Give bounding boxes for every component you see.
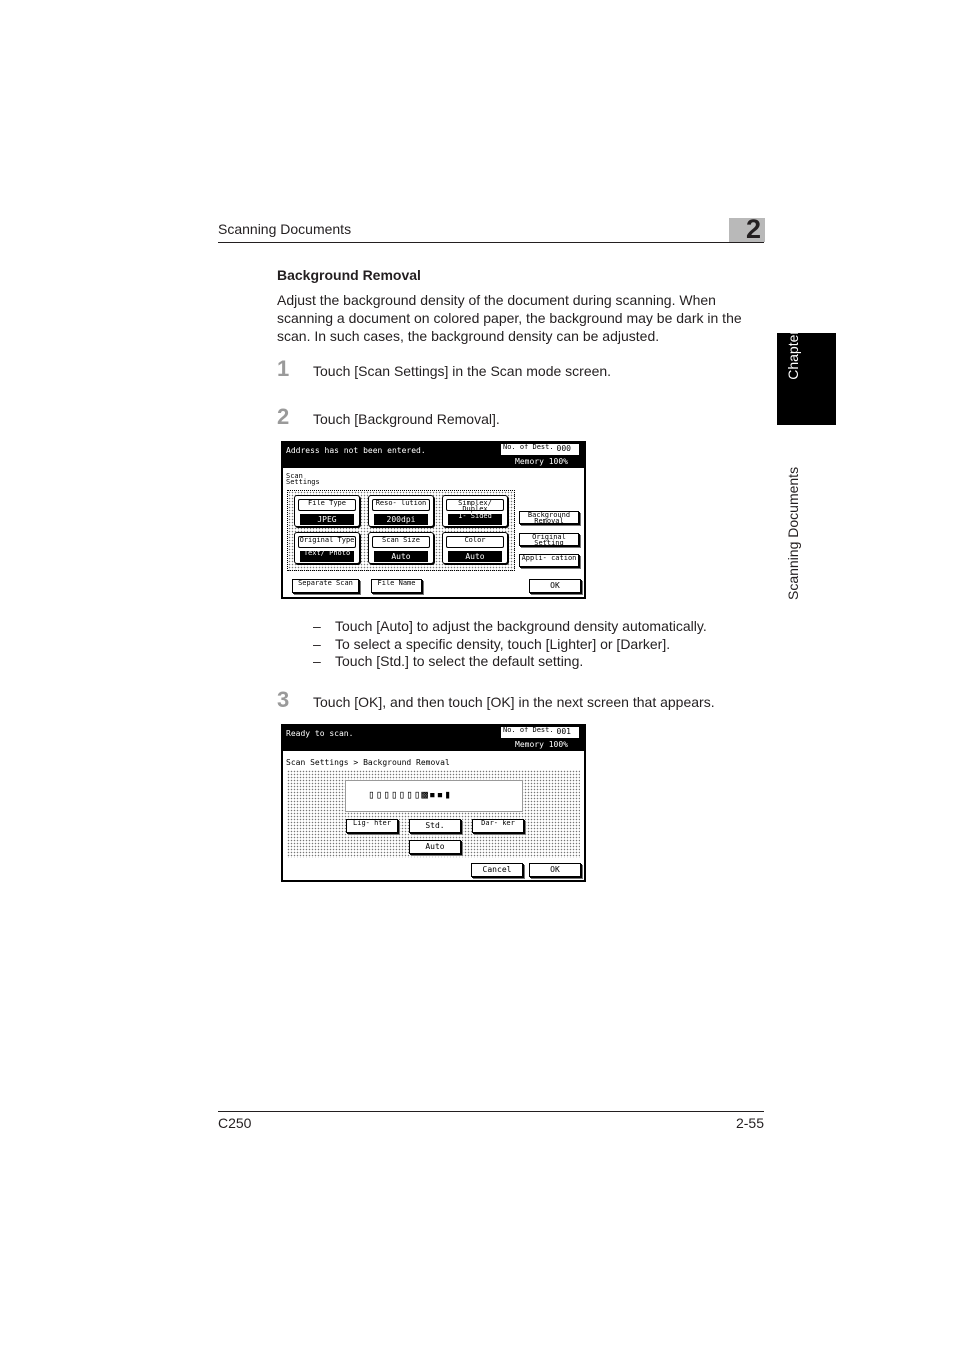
duplex-setting[interactable] (442, 495, 508, 527)
dest-counter (501, 444, 579, 455)
background-removal-button[interactable]: Background Removal (519, 511, 579, 524)
bullet-dash: – (313, 653, 321, 669)
color-setting[interactable] (442, 532, 508, 564)
setting-value: 200dpi (374, 514, 428, 525)
breadcrumb: Scan Settings > Background Removal (286, 758, 450, 767)
bullet-text: Touch [Std.] to select the default setting. (335, 653, 584, 669)
bullet-list (313, 618, 707, 671)
footer-rule (218, 1111, 764, 1112)
ok-button[interactable]: OK (529, 863, 581, 877)
density-scale: ▯▯▯▯▯▯▯▩▪▪▮ (368, 788, 452, 801)
original-setting-button[interactable]: Original Setting (519, 533, 579, 546)
bullet-item (313, 618, 707, 636)
step-text: Touch [Scan Settings] in the Scan mode screen. (313, 363, 612, 379)
bullet-item (313, 636, 707, 654)
side-tab-chapter-label: Chapter 2 (785, 318, 801, 380)
file-type-setting[interactable] (294, 495, 360, 527)
running-header: Scanning Documents (218, 221, 352, 237)
screen-title: Scan Settings (286, 472, 320, 486)
density-scale-box (345, 780, 523, 812)
chapter-number: 2 (746, 214, 762, 244)
setting-value: Auto (374, 551, 428, 562)
background-removal-screen (281, 724, 586, 882)
application-button[interactable]: Appli- cation (519, 554, 579, 567)
settings-panel (287, 490, 515, 571)
status-message: Address has not been entered. (286, 446, 426, 455)
section-title: Background Removal (277, 267, 421, 283)
bullet-text: To select a specific density, touch [Lighter] or [Darker]. (335, 635, 671, 652)
status-bar (283, 726, 584, 751)
setting-caption: Scan Size (372, 536, 430, 548)
resolution-setting[interactable] (368, 495, 434, 527)
separate-scan-button[interactable]: Separate Scan (292, 579, 359, 593)
footer-model: C250 (218, 1115, 252, 1131)
ok-button[interactable]: OK (529, 579, 581, 593)
density-panel (287, 770, 580, 858)
setting-value: JPEG (300, 514, 354, 525)
dest-label: No. of Dest. (503, 443, 554, 451)
step-text: Touch [OK], and then touch [OK] in the next screen that appears. (313, 694, 715, 710)
auto-button[interactable]: Auto (409, 840, 461, 854)
setting-caption: Simplex/ Duplex (446, 499, 504, 511)
bullet-text: Touch [Auto] to adjust the background density automatically. (335, 618, 707, 634)
lighter-button[interactable]: Lig- hter (346, 819, 398, 833)
step-text: Touch [Background Removal]. (313, 411, 500, 427)
scan-settings-screen (281, 441, 586, 599)
cancel-button[interactable]: Cancel (471, 863, 523, 877)
dest-label: No. of Dest. (503, 726, 554, 734)
std-button[interactable]: Std. (409, 819, 461, 833)
status-bar (283, 443, 584, 468)
dest-value: 001 (556, 727, 571, 736)
dest-value: 000 (556, 444, 571, 453)
bullet-item (313, 653, 707, 671)
file-name-button[interactable]: File Name (371, 579, 422, 593)
setting-caption: File Type (298, 499, 356, 511)
setting-value: Auto (448, 551, 502, 562)
original-type-setting[interactable] (294, 532, 360, 564)
setting-caption: Reso- lution (372, 499, 430, 511)
memory-indicator: Memory 100% (515, 740, 568, 749)
header-rule (218, 242, 764, 243)
step-number: 3 (277, 687, 290, 712)
footer-page-number: 2-55 (735, 1115, 764, 1131)
memory-indicator: Memory 100% (515, 457, 568, 466)
bullet-dash: – (313, 635, 321, 652)
status-message: Ready to scan. (286, 729, 354, 738)
setting-value: 1- Sided (448, 514, 502, 525)
intro-paragraph: Adjust the background density of the document during scanning. When scanning a document on colored paper, the background may be dark in the scan. In such cases, the background density can be adjusted. (277, 292, 742, 344)
setting-caption: Color (446, 536, 504, 548)
side-tab-title: Scanning Documents (785, 466, 801, 600)
step-number: 1 (277, 356, 290, 381)
setting-value: Text/ Photo (300, 551, 354, 562)
step-number: 2 (277, 404, 290, 429)
darker-button[interactable]: Dar- ker (472, 819, 524, 833)
dest-counter (501, 727, 579, 738)
scan-size-setting[interactable] (368, 532, 434, 564)
bullet-dash: – (313, 618, 321, 634)
setting-caption: Original Type (298, 536, 356, 548)
